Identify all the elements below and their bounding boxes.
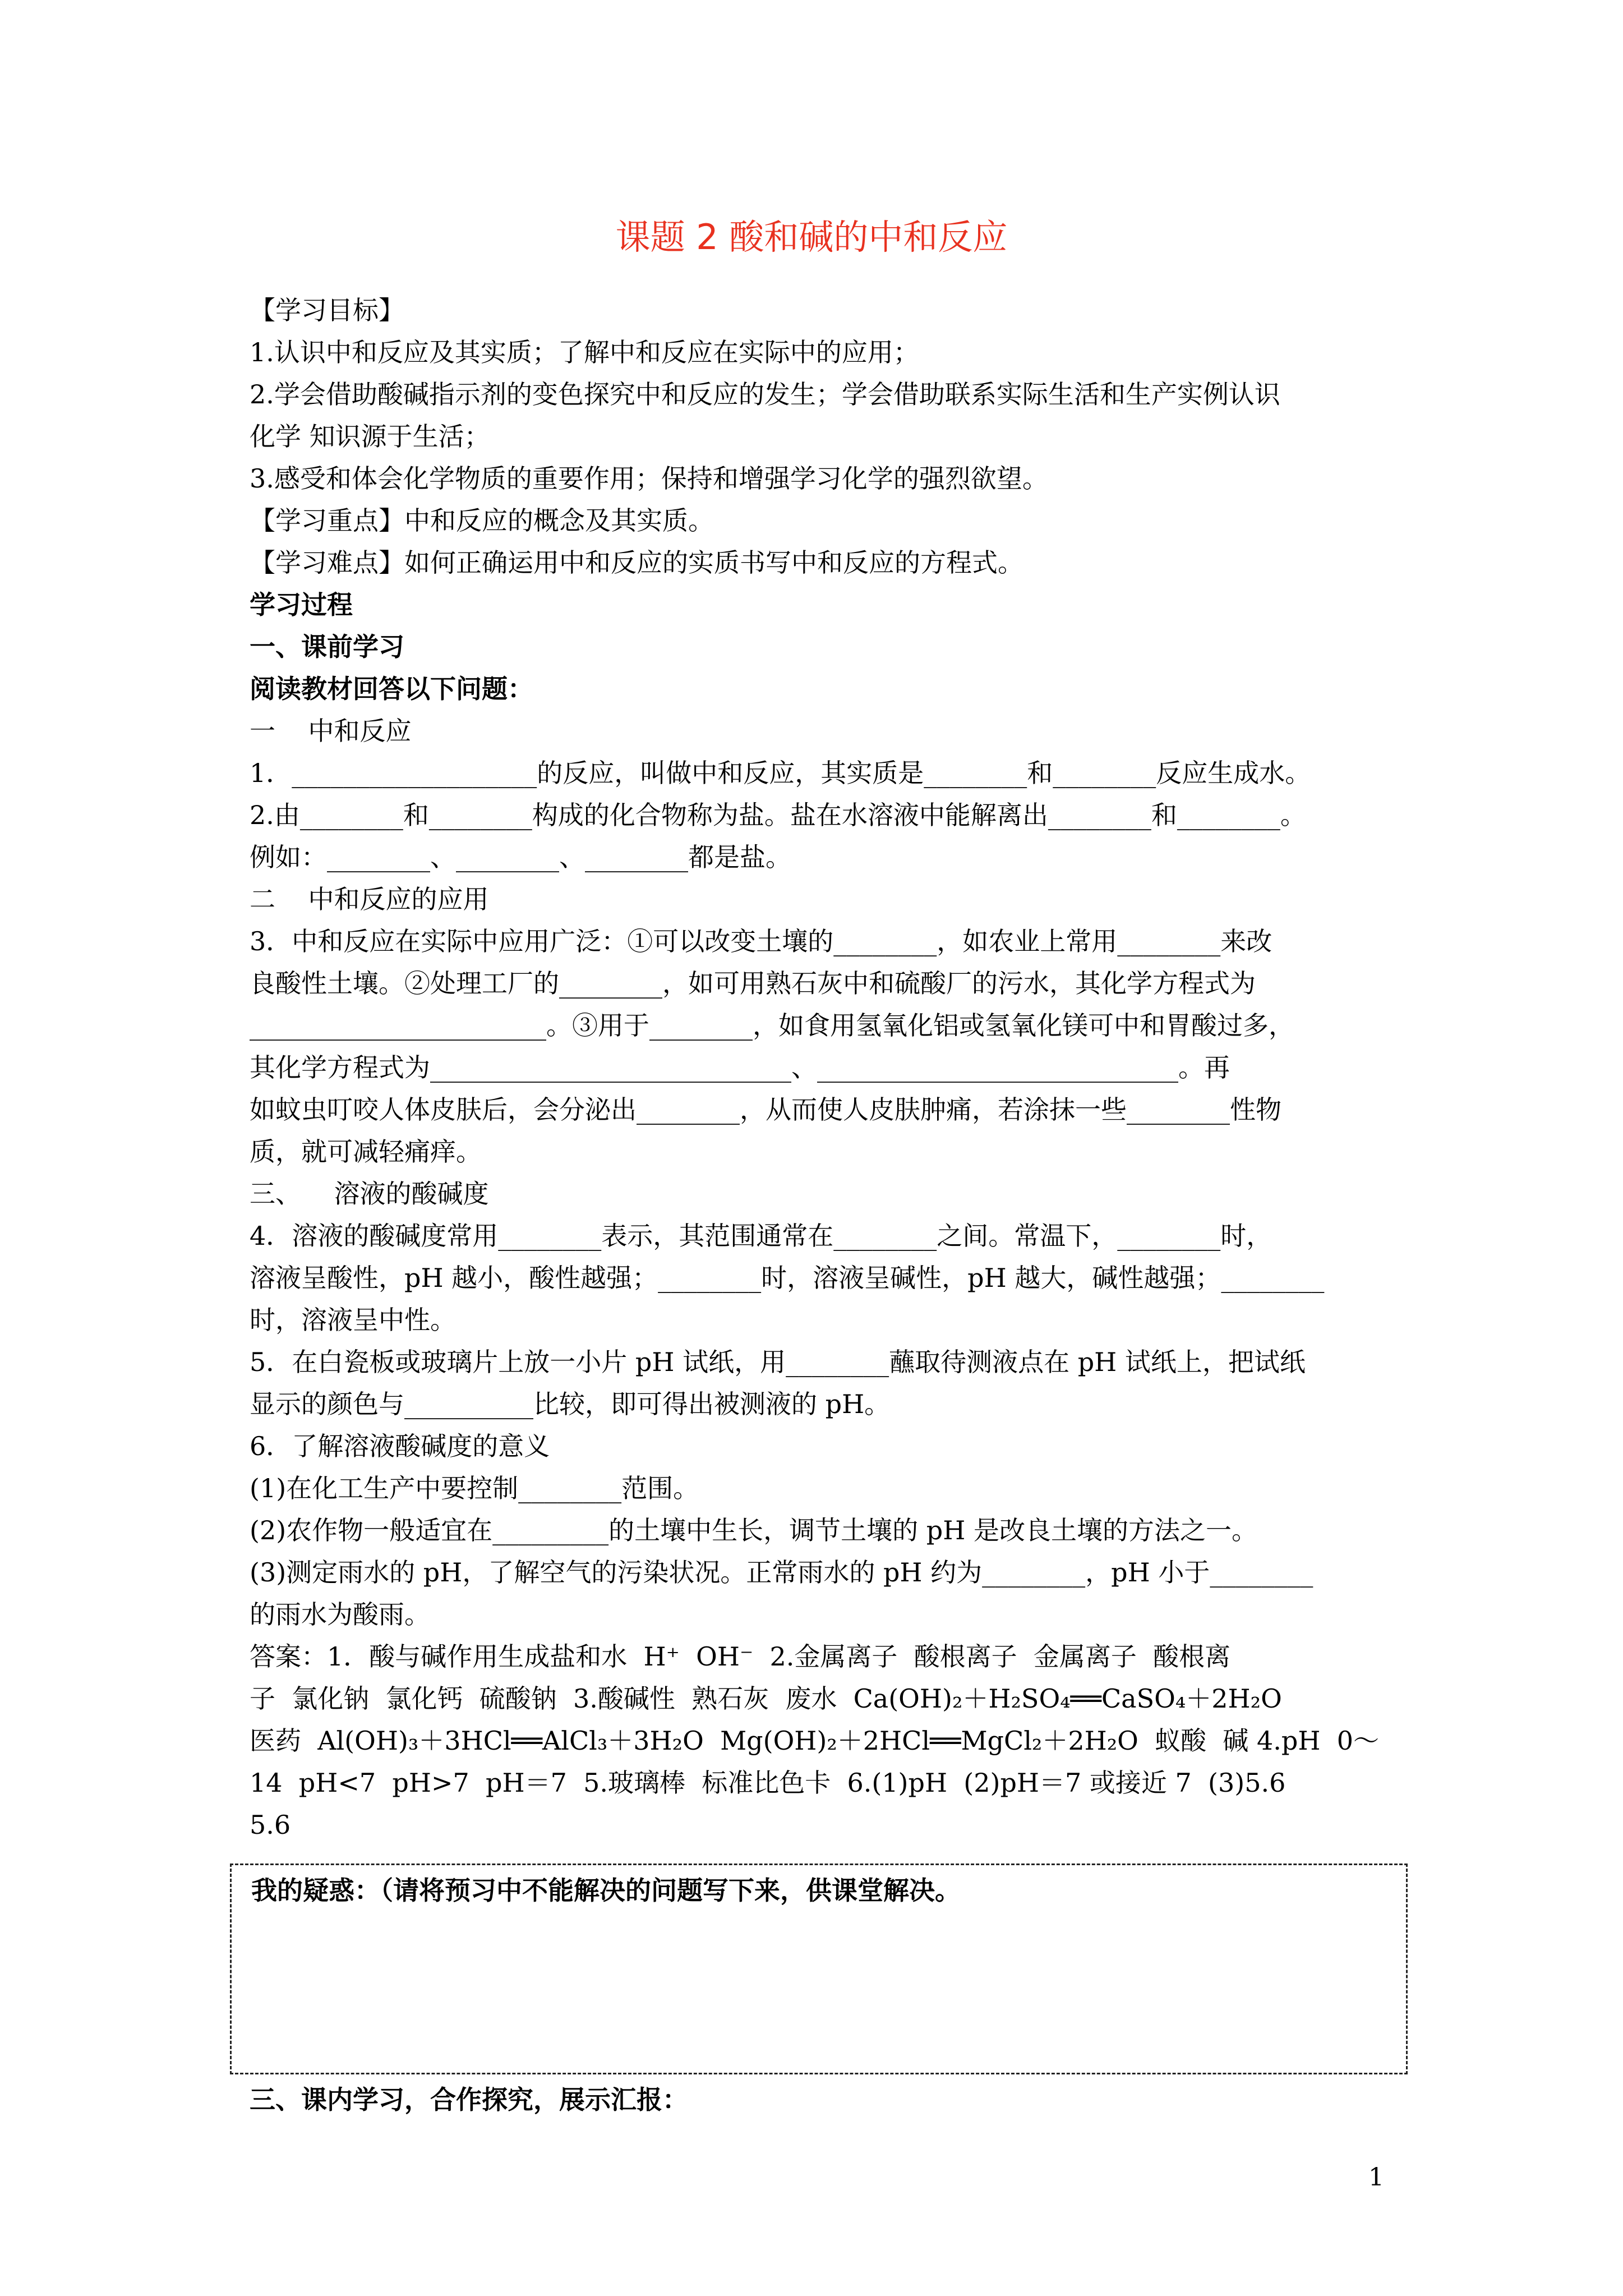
question-line: 溶液呈酸性，pH 越小，酸性越强；________时，溶液呈碱性，pH 越大，碱性越强；________ [250, 1263, 1325, 1293]
question-line: 质，就可减轻痛痒。 [250, 1137, 482, 1167]
answer-line: 子 氯化钠 氯化钙 硫酸钠 3.酸碱性 熟石灰 废水 Ca(OH)₂＋H₂SO₄══CaSO₄＋2H₂O [250, 1683, 1282, 1714]
subsection-heading: 三、 溶液的酸碱度 [250, 1179, 489, 1209]
question-line: (2)农作物一般适宜在_________的土壤中生长，调节土壤的 pH 是改良土壤的方法之一。 [250, 1515, 1257, 1545]
text-line: 【学习难点】如何正确运用中和反应的实质书写中和反应的方程式。 [250, 547, 1023, 578]
question-line: 3．中和反应在实际中应用广泛：①可以改变土壤的________，如农业上常用________来改 [250, 926, 1272, 956]
answer-line: 14 pH<7 pH>7 pH＝7 5.玻璃棒 标准比色卡 6.(1)pH (2)pH＝7 或接近 7 (3)5.6 [250, 1768, 1286, 1798]
question-line: 1．___________________的反应，叫做中和反应，其实质是________和________反应生成水。 [250, 758, 1311, 788]
text-line: 【学习目标】 [250, 295, 404, 325]
text-line: 2.学会借助酸碱指示剂的变色探究中和反应的发生；学会借助联系实际生活和生产实例认识 [250, 379, 1280, 409]
text-line: 【学习重点】中和反应的概念及其实质。 [250, 505, 714, 536]
question-line: 其化学方程式为____________________________、____________________________。再 [250, 1052, 1230, 1083]
question-line: (3)测定雨水的 pH，了解空气的污染状况。正常雨水的 pH 约为________，pH 小于________ [250, 1557, 1313, 1588]
question-line: 6．了解溶液酸碱度的意义 [250, 1431, 550, 1461]
question-line: 5．在白瓷板或玻璃片上放一小片 pH 试纸，用________蘸取待测液点在 pH 试纸上，把试纸 [250, 1347, 1306, 1377]
section-heading: 阅读教材回答以下问题： [250, 674, 533, 704]
page-number: 1 [1368, 2163, 1384, 2192]
answer-line: 答案：1．酸与碱作用生成盐和水 H⁺ OH⁻ 2.金属离子 酸根离子 金属离子 酸根离 [250, 1641, 1231, 1672]
subsection-heading: 一 中和反应 [250, 716, 412, 746]
question-line: 显示的颜色与__________比较，即可得出被测液的 pH。 [250, 1389, 891, 1419]
doubts-box [230, 1864, 1408, 2074]
question-line: 4．溶液的酸碱度常用________表示，其范围通常在________之间。常温下，________时， [250, 1221, 1272, 1251]
section-heading: 学习过程 [250, 590, 353, 620]
question-line: 良酸性土壤。②处理工厂的________，如可用熟石灰中和硫酸厂的污水，其化学方程式为 [250, 968, 1256, 999]
question-line: 的雨水为酸雨。 [250, 1599, 430, 1630]
text-line: 1.认识中和反应及其实质；了解中和反应在实际中的应用； [250, 337, 919, 367]
question-line: (1)在化工生产中要控制________范围。 [250, 1473, 699, 1503]
text-line: 化学 知识源于生活； [250, 421, 490, 452]
section-heading: 三、课内学习，合作探究，展示汇报： [250, 2085, 688, 2115]
text-line: 3.感受和体会化学物质的重要作用；保持和增强学习化学的强烈欲望。 [250, 463, 1048, 494]
question-line: 如蚊虫叮咬人体皮肤后，会分泌出________，从而使人皮肤肿痛，若涂抹一些________性物 [250, 1094, 1281, 1125]
section-heading: 一、课前学习 [250, 632, 404, 662]
answer-line: 5.6 [250, 1810, 291, 1840]
page-title: 课题 2 酸和碱的中和反应 [615, 217, 1008, 257]
answer-line: 医药 Al(OH)₃＋3HCl══AlCl₃＋3H₂O Mg(OH)₂＋2HCl══MgCl₂＋2H₂O 蚁酸 碱 4.pH 0～ [250, 1726, 1379, 1756]
subsection-heading: 二 中和反应的应用 [250, 884, 489, 914]
question-line: 2.由________和________构成的化合物称为盐。盐在水溶液中能解离出________和________。 [250, 800, 1306, 830]
question-line: 例如：________、________、________都是盐。 [250, 842, 791, 872]
doubts-label: 我的疑惑：（请将预习中不能解决的问题写下来，供课堂解决。 [251, 1875, 961, 1906]
question-line: _______________________。③用于________，如食用氢氧化铝或氢氧化镁可中和胃酸过多， [250, 1010, 1294, 1041]
question-line: 时，溶液呈中性。 [250, 1305, 456, 1335]
